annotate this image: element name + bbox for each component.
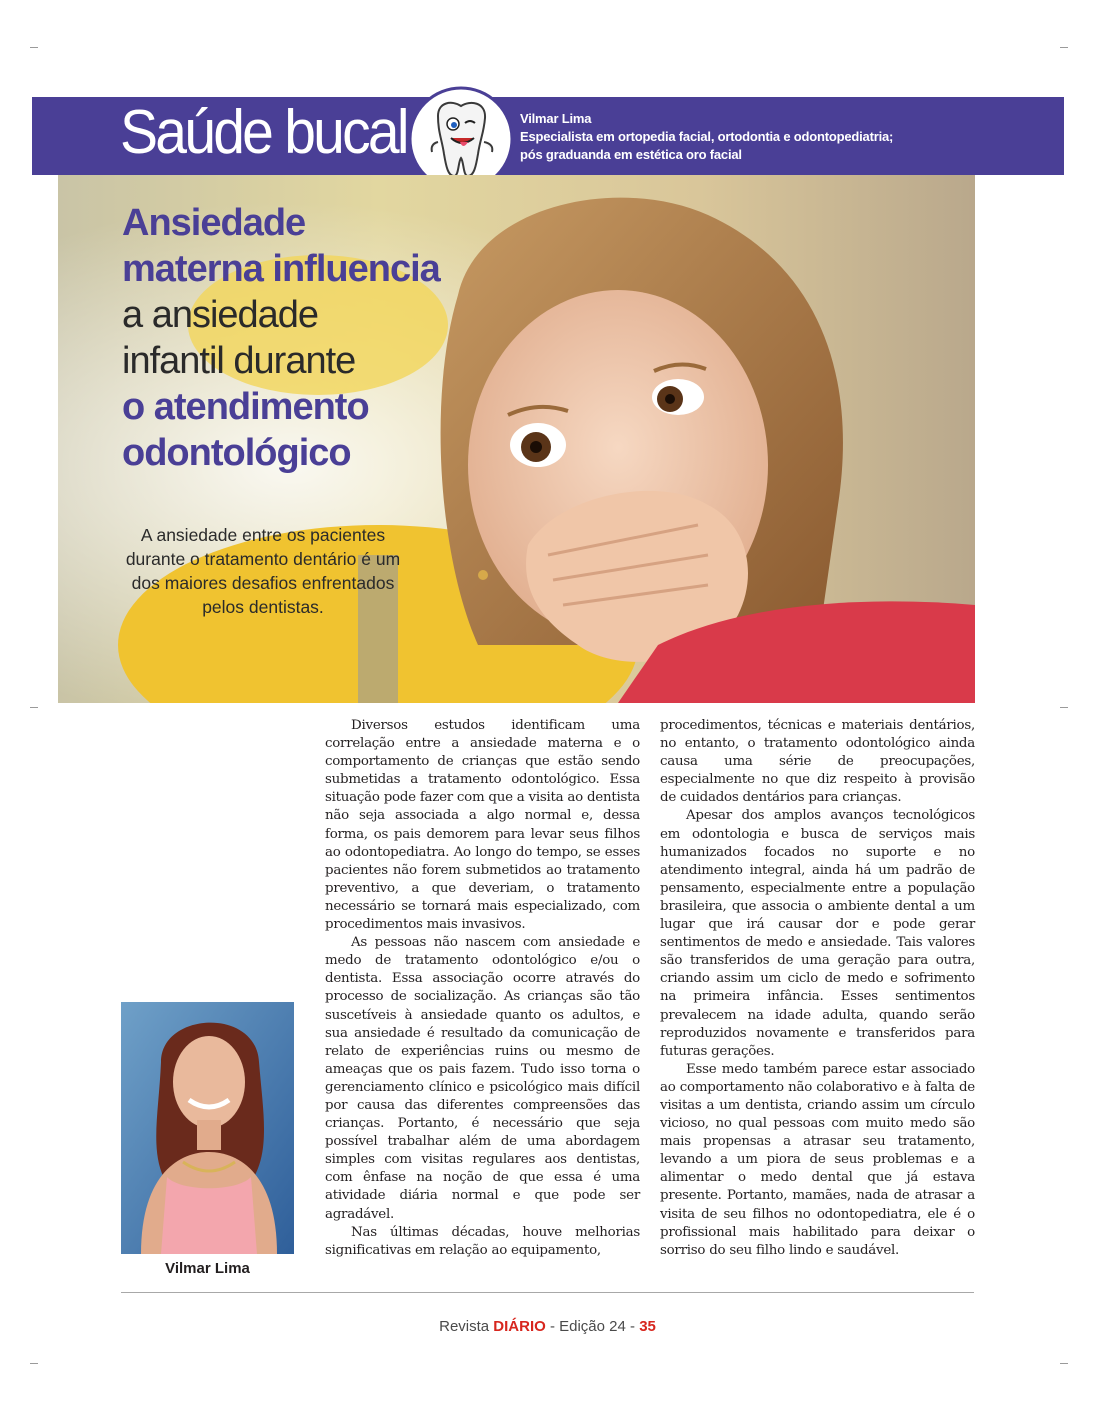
headline-line: a ansiedade (122, 294, 319, 336)
crop-mark (1060, 1363, 1068, 1364)
crop-mark (1060, 47, 1068, 48)
section-title: Saúde bucal (120, 98, 407, 167)
footer-edition: - Edição 24 - (545, 1318, 640, 1335)
page-number: 35 (639, 1318, 656, 1335)
body-paragraph: Apesar dos amplos avanços tecnológicos em odontologia e busca de serviços mais humanizados focados no suporte e no atendimento integral, ainda há um padrão de pensamento, especialmente entre a população brasileira, que associa o ambiente dental a um lugar que irá causar dor e pode gerar sentimentos de medo e ansiedade. Tais valores são transferidos de uma geração para outra, criando assim um ciclo de medo e sofrimento na primeira infância. Esses sentimentos prevalecem na idade adulta, quando serão reproduzidos novamente e transferidos para futuras gerações. (660, 808, 975, 1059)
author-credential-line: Especialista em ortopedia facial, ortodontia e odontopediatria; (520, 129, 894, 144)
subhead-line: pelos dentistas. (202, 597, 324, 617)
body-paragraph: Esse medo também parece estar associado ao comportamento não colaborativo e à falta de visitas a um dentista, criando assim um círculo vicioso, no qual pessoas com muito medo são mais propensas a atrasar seu tratamento, levando a um piora de seus problemas e a alimentar o medo dental que já estava presente. Portanto, mamães, nada de atrasar a visita de seu filhos no odontopediatra, ele é o profissional mais habilitado para deixar o sorriso do seu filho lindo e saudável. (660, 1061, 975, 1258)
headline-line: Ansiedade (122, 202, 306, 244)
crop-mark (30, 47, 38, 48)
author-credential-line: pós graduanda em estética oro facial (520, 147, 742, 162)
body-paragraph: As pessoas não nascem com ansiedade e medo de tratamento odontológico e/ou o dentista. Essa associação ocorre através do processo de socialização. As crianças são tão suscetíveis à ansiedade quanto os adultos, e sua ansiedade é resultado da comunicação de relato de experiências ruins ou mesmo de ameaças que os pais fazem. Tudo isso torna o gerenciamento clínico e psicológico mais difícil por causa das diferentes compreensões das crianças. Portanto, é necessário que seja possível trabalhar além de uma abordagem simples com visitas regulares aos dentistas, com ênfase na noção de que essa é uma atividade diária normal e que pode ser agradável. (325, 935, 640, 1222)
photo-caption: Vilmar Lima (165, 1260, 250, 1277)
body-paragraph: Diversos estudos identificam uma correlação entre a ansiedade materna e o comportamento de crianças que estão sendo submetidas a tratamento odontológico. Essa situação pode fazer com que a visita ao dentista não seja associada a algo normal e, dessa forma, os pais demorem para levar seus filhos ao odontopediatra. Ao longo do tempo, se esses pacientes não forem submetidos ao tratamento preventivo, a que deveriam, o tratamento necessário se tornará mais especializado, com procedimentos mais invasivos. (325, 718, 640, 933)
subhead-line: A ansiedade entre os pacientes (140, 525, 386, 545)
footer-divider (121, 1292, 974, 1293)
body-column-1 (325, 717, 640, 1260)
body-column-2 (660, 717, 975, 1260)
headline-line: materna influencia (122, 248, 440, 290)
crop-mark (30, 1363, 38, 1364)
crop-mark (1060, 707, 1068, 708)
subhead-line: durante o tratamento dentário é um (125, 549, 401, 569)
subhead-line: dos maiores desafios enfrentados (131, 573, 395, 593)
headline-line: o atendimento (122, 386, 369, 428)
author-photo (121, 1002, 294, 1254)
crop-mark (30, 707, 38, 708)
headline-line: infantil durante (122, 340, 356, 382)
author-credentials (520, 110, 893, 164)
footer-brand: DIÁRIO (493, 1318, 546, 1335)
page-footer (0, 1318, 1095, 1335)
author-name: Vilmar Lima (520, 111, 592, 126)
body-paragraph: procedimentos, técnicas e materiais dentários, no entanto, o tratamento odontológico ainda causa uma série de preocupações, especialmente no que diz respeito à provisão de cuidados dentários para crianças. (660, 718, 975, 806)
body-paragraph: Nas últimas décadas, houve melhorias significativas em relação ao equipamento, (325, 1224, 640, 1258)
article-headline (122, 200, 440, 476)
footer-prefix: Revista (439, 1318, 494, 1335)
article-subhead (118, 523, 408, 619)
headline-line: odontológico (122, 432, 351, 474)
